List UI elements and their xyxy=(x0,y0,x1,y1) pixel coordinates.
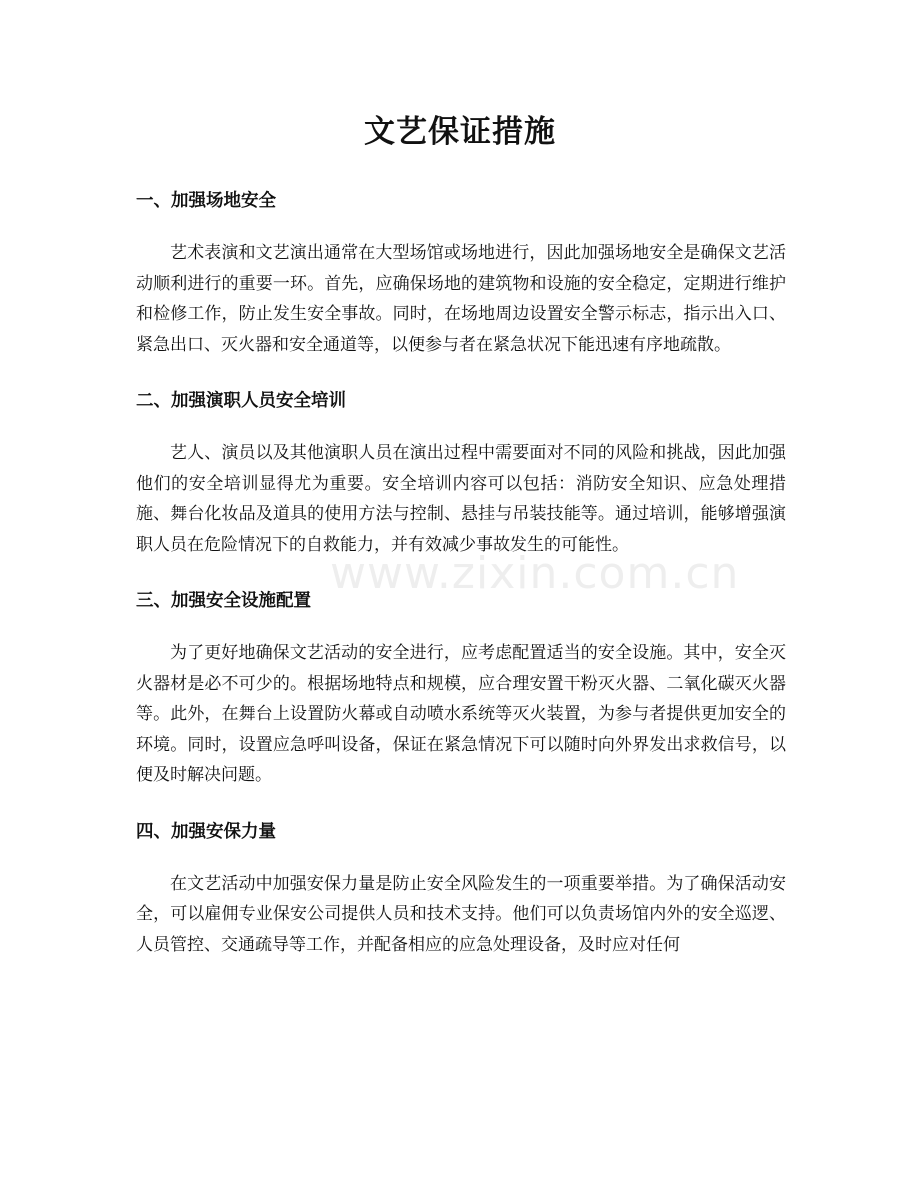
section-paragraph-1: 艺术表演和文艺演出通常在大型场馆或场地进行，因此加强场地安全是确保文艺活动顺利进行的重要一环。首先，应确保场地的建筑物和设施的安全稳定，定期进行维护和检修工作，防止发生安全事故。同时，在场地周边设置安全警示标志，指示出入口、紧急出口、灭火器和安全通道等，以便参与者在紧急状况下能迅速有序地疏散。 xyxy=(136,243,786,355)
section-heading-3: 三、加强安全设施配置 xyxy=(136,591,311,611)
document-title: 文艺保证措施 xyxy=(364,114,556,150)
section-paragraph-3: 为了更好地确保文艺活动的安全进行，应考虑配置适当的安全设施。其中，安全灭火器材是必不可少的。根据场地特点和规模，应合理安置干粉灭火器、二氧化碳灭火器等。此外，在舞台上设置防火幕或自动喷水系统等灭火装置，为参与者提供更加安全的环境。同时，设置应急呼叫设备，保证在紧急情况下可以随时向外界发出求救信号，以便及时解决问题。 xyxy=(136,643,786,785)
section-paragraph-4: 在文艺活动中加强安保力量是防止安全风险发生的一项重要举措。为了确保活动安全，可以雇佣专业保安公司提供人员和技术支持。他们可以负责场馆内外的安全巡逻、人员管控、交通疏导等工作，并配备相应的应急处理设备，及时应对任何 xyxy=(136,873,786,955)
watermark: www.zixin.com.cn xyxy=(330,548,740,599)
section-paragraph-2: 艺人、演员以及其他演职人员在演出过程中需要面对不同的风险和挑战，因此加强他们的安全培训显得尤为重要。安全培训内容可以包括：消防安全知识、应急处理措施、舞台化妆品及道具的使用方法与控制、悬挂与吊装技能等。通过培训，能够增强演职人员在危险情况下的自救能力，并有效减少事故发生的可能性。 xyxy=(136,443,786,555)
section-heading-2: 二、加强演职人员安全培训 xyxy=(136,391,346,411)
section-heading-1: 一、加强场地安全 xyxy=(136,191,276,211)
document-body xyxy=(136,186,786,960)
section-heading-4: 四、加强安保力量 xyxy=(136,821,276,842)
